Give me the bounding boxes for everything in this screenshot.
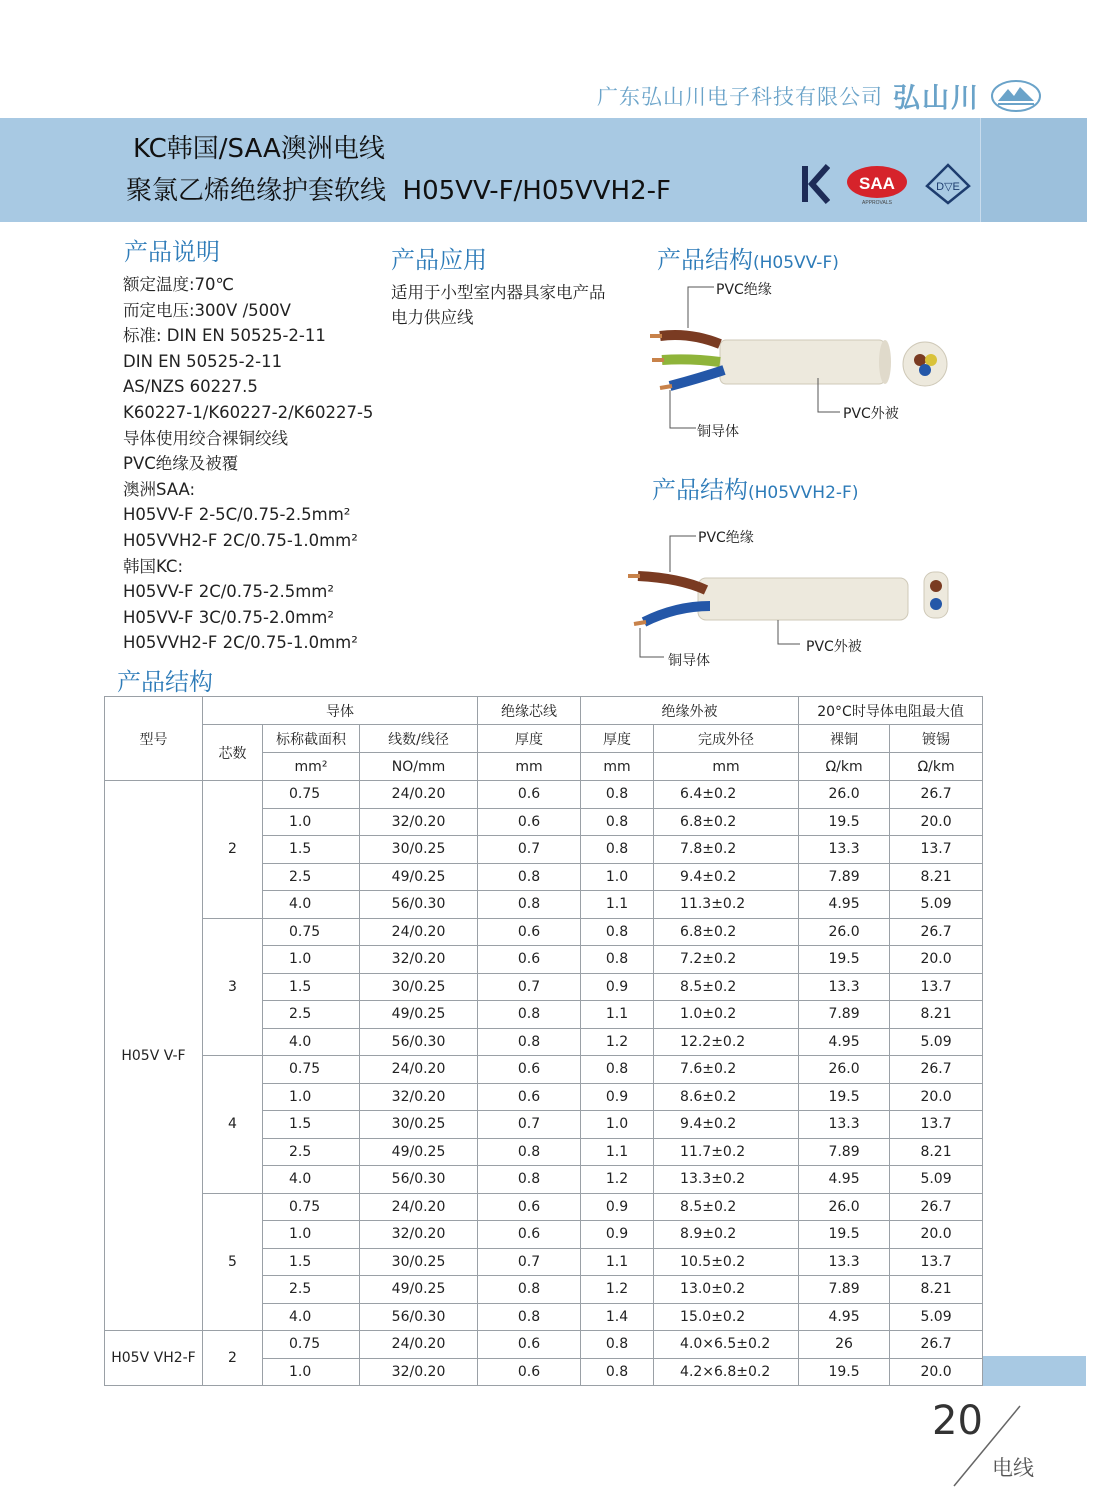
area-cell: 1.5 — [263, 1248, 360, 1276]
tinned-resistance-cell: 8.21 — [890, 1001, 983, 1029]
tinned-resistance-cell: 5.09 — [890, 1028, 983, 1056]
dve-mark-icon — [924, 162, 972, 206]
certification-logos — [800, 162, 972, 206]
desc-line: 而定电压:300V /500V — [123, 300, 291, 320]
core-count-cell: 4 — [203, 1056, 263, 1194]
strand-cell: 49/0.25 — [360, 863, 478, 891]
outer-dia-cell: 6.4±0.2 — [654, 781, 799, 809]
core-count-cell: 3 — [203, 918, 263, 1056]
strand-cell: 56/0.30 — [360, 891, 478, 919]
sheath-thickness-cell: 1.4 — [581, 1303, 654, 1331]
tinned-resistance-cell: 20.0 — [890, 1358, 983, 1386]
core-count-cell: 2 — [203, 1331, 263, 1386]
ins-thickness-cell: 0.7 — [478, 836, 581, 864]
page-tab — [983, 1356, 1086, 1386]
tinned-resistance-cell: 26.7 — [890, 1193, 983, 1221]
unit-area: mm² — [263, 753, 360, 781]
table-row — [105, 1193, 983, 1221]
area-cell: 2.5 — [263, 1001, 360, 1029]
s2-label-conductor: 铜导体 — [668, 653, 710, 669]
strand-cell: 56/0.30 — [360, 1166, 478, 1194]
sheath-thickness-cell: 1.1 — [581, 1001, 654, 1029]
ins-thickness-cell: 0.8 — [478, 863, 581, 891]
tinned-resistance-cell: 5.09 — [890, 1303, 983, 1331]
unit-tinned: Ω/km — [890, 753, 983, 781]
dve-logo-text: D▽E — [936, 181, 960, 193]
outer-dia-cell: 15.0±0.2 — [654, 1303, 799, 1331]
outer-dia-cell: 9.4±0.2 — [654, 863, 799, 891]
bare-resistance-cell: 13.3 — [799, 1111, 890, 1139]
tinned-resistance-cell: 26.7 — [890, 1331, 983, 1359]
structure1-title-text: 产品结构 — [657, 246, 753, 274]
ins-thickness-cell: 0.8 — [478, 1138, 581, 1166]
area-cell: 4.0 — [263, 1166, 360, 1194]
sheath-thickness-cell: 0.8 — [581, 808, 654, 836]
area-cell: 1.0 — [263, 1358, 360, 1386]
strand-cell: 32/0.20 — [360, 1358, 478, 1386]
cable-diagram-round — [640, 278, 960, 443]
brand-name: 弘山川 — [893, 83, 980, 114]
spec-table — [104, 696, 983, 1386]
application-title: 产品应用 — [391, 246, 487, 274]
header-outer-dia: 完成外径 — [654, 725, 799, 753]
bare-resistance-cell: 26.0 — [799, 1193, 890, 1221]
tinned-resistance-cell: 13.7 — [890, 1111, 983, 1139]
sheath-thickness-cell: 0.8 — [581, 946, 654, 974]
header-sheath: 绝缘外被 — [581, 697, 799, 725]
saa-logo-subtext: APPROVALS — [862, 200, 892, 206]
page-number: 20 — [932, 1398, 983, 1444]
s2-label-sheath: PVC外被 — [806, 639, 862, 655]
sheath-thickness-cell: 0.8 — [581, 781, 654, 809]
header-conductor: 导体 — [203, 697, 478, 725]
sheath-thickness-cell: 0.8 — [581, 1331, 654, 1359]
ins-thickness-cell: 0.8 — [478, 1166, 581, 1194]
s2-label-insulation: PVC绝缘 — [698, 530, 754, 546]
outer-dia-cell: 7.8±0.2 — [654, 836, 799, 864]
ins-thickness-cell: 0.8 — [478, 891, 581, 919]
tinned-resistance-cell: 26.7 — [890, 918, 983, 946]
desc-line: 导体使用绞合裸铜绞线 — [123, 428, 288, 448]
tinned-resistance-cell: 8.21 — [890, 1276, 983, 1304]
unit-od: mm — [654, 753, 799, 781]
area-cell: 2.5 — [263, 1276, 360, 1304]
outer-dia-cell: 8.9±0.2 — [654, 1221, 799, 1249]
bare-resistance-cell: 13.3 — [799, 836, 890, 864]
outer-dia-cell: 10.5±0.2 — [654, 1248, 799, 1276]
ins-thickness-cell: 0.6 — [478, 1331, 581, 1359]
ins-thickness-cell: 0.6 — [478, 808, 581, 836]
company-header — [597, 76, 1042, 115]
core-count-cell: 5 — [203, 1193, 263, 1331]
outer-dia-cell: 6.8±0.2 — [654, 808, 799, 836]
sheath-thickness-cell: 1.2 — [581, 1276, 654, 1304]
page-section: 电线 — [992, 1456, 1034, 1480]
unit-bare: Ω/km — [799, 753, 890, 781]
ins-thickness-cell: 0.7 — [478, 1248, 581, 1276]
strand-cell: 49/0.25 — [360, 1138, 478, 1166]
area-cell: 1.5 — [263, 1111, 360, 1139]
unit-sheath: mm — [581, 753, 654, 781]
outer-dia-cell: 11.3±0.2 — [654, 891, 799, 919]
area-cell: 1.0 — [263, 1221, 360, 1249]
bare-resistance-cell: 26.0 — [799, 918, 890, 946]
sheath-thickness-cell: 0.8 — [581, 918, 654, 946]
bare-resistance-cell: 7.89 — [799, 1001, 890, 1029]
desc-line: AS/NZS 60227.5 — [123, 377, 258, 397]
bare-resistance-cell: 4.95 — [799, 1028, 890, 1056]
outer-dia-cell: 7.6±0.2 — [654, 1056, 799, 1084]
sheath-thickness-cell: 0.9 — [581, 973, 654, 1001]
area-cell: 4.0 — [263, 1303, 360, 1331]
s1-label-insulation: PVC绝缘 — [716, 282, 772, 298]
desc-line: 韩国KC: — [123, 556, 183, 576]
outer-dia-cell: 8.5±0.2 — [654, 973, 799, 1001]
bare-resistance-cell: 19.5 — [799, 1221, 890, 1249]
strand-cell: 32/0.20 — [360, 1221, 478, 1249]
sheath-thickness-cell: 0.9 — [581, 1193, 654, 1221]
bare-resistance-cell: 7.89 — [799, 1276, 890, 1304]
strand-cell: 24/0.20 — [360, 1193, 478, 1221]
outer-dia-cell: 4.0×6.5±0.2 — [654, 1331, 799, 1359]
header-sheath-thickness: 厚度 — [581, 725, 654, 753]
bare-resistance-cell: 19.5 — [799, 946, 890, 974]
bare-resistance-cell: 26 — [799, 1331, 890, 1359]
tinned-resistance-cell: 20.0 — [890, 946, 983, 974]
description-list — [123, 272, 373, 656]
header-strand: 线数/线径 — [360, 725, 478, 753]
tinned-resistance-cell: 13.7 — [890, 836, 983, 864]
kc-mark-icon — [800, 162, 830, 206]
saa-logo-text: SAA — [859, 174, 895, 193]
strand-cell: 32/0.20 — [360, 946, 478, 974]
tinned-resistance-cell: 5.09 — [890, 891, 983, 919]
header-core-count: 芯数 — [203, 725, 263, 781]
cable-diagram-flat — [620, 520, 960, 670]
desc-line: H05VV-F 2-5C/0.75-2.5mm² — [123, 505, 351, 525]
outer-dia-cell: 4.2×6.8±0.2 — [654, 1358, 799, 1386]
outer-dia-cell: 12.2±0.2 — [654, 1028, 799, 1056]
sheath-thickness-cell: 1.2 — [581, 1166, 654, 1194]
bare-resistance-cell: 13.3 — [799, 973, 890, 1001]
desc-line: 标准: DIN EN 50525-2-11 — [123, 326, 326, 346]
ins-thickness-cell: 0.8 — [478, 1028, 581, 1056]
area-cell: 0.75 — [263, 1193, 360, 1221]
area-cell: 0.75 — [263, 918, 360, 946]
ins-thickness-cell: 0.7 — [478, 1111, 581, 1139]
area-cell: 0.75 — [263, 1056, 360, 1084]
bare-resistance-cell: 19.5 — [799, 1358, 890, 1386]
desc-line: H05VVH2-F 2C/0.75-1.0mm² — [123, 530, 358, 550]
table-row — [105, 1331, 983, 1359]
area-cell: 1.0 — [263, 1083, 360, 1111]
ins-thickness-cell: 0.6 — [478, 1358, 581, 1386]
table-title: 产品结构 — [117, 668, 213, 696]
strand-cell: 24/0.20 — [360, 1331, 478, 1359]
header-ins-thickness: 厚度 — [478, 725, 581, 753]
area-cell: 0.75 — [263, 781, 360, 809]
structure1-title — [657, 240, 839, 275]
tinned-resistance-cell: 13.7 — [890, 1248, 983, 1276]
bare-resistance-cell: 19.5 — [799, 808, 890, 836]
strand-cell: 49/0.25 — [360, 1276, 478, 1304]
banner-stripe — [980, 118, 1087, 222]
ins-thickness-cell: 0.7 — [478, 973, 581, 1001]
strand-cell: 32/0.20 — [360, 1083, 478, 1111]
bare-resistance-cell: 26.0 — [799, 1056, 890, 1084]
model-cell: H05V VH2-F — [105, 1331, 203, 1386]
bare-resistance-cell: 4.95 — [799, 891, 890, 919]
table-row — [105, 1056, 983, 1084]
strand-cell: 49/0.25 — [360, 1001, 478, 1029]
sheath-thickness-cell: 0.8 — [581, 836, 654, 864]
header-nominal-area: 标称截面积 — [263, 725, 360, 753]
tinned-resistance-cell: 5.09 — [890, 1166, 983, 1194]
structure1-model: (H05VV-F) — [753, 253, 839, 273]
ins-thickness-cell: 0.6 — [478, 1056, 581, 1084]
structure2-title — [652, 470, 858, 505]
tinned-resistance-cell: 20.0 — [890, 808, 983, 836]
bare-resistance-cell: 4.95 — [799, 1166, 890, 1194]
tinned-resistance-cell: 8.21 — [890, 1138, 983, 1166]
page-title-line1: KC韩国/SAA澳洲电线 — [133, 134, 385, 164]
header-insulation: 绝缘芯线 — [478, 697, 581, 725]
bare-resistance-cell: 4.95 — [799, 1303, 890, 1331]
area-cell: 1.0 — [263, 808, 360, 836]
outer-dia-cell: 9.4±0.2 — [654, 1111, 799, 1139]
ins-thickness-cell: 0.8 — [478, 1303, 581, 1331]
desc-line: DIN EN 50525-2-11 — [123, 351, 283, 371]
description-title: 产品说明 — [124, 238, 220, 266]
strand-cell: 24/0.20 — [360, 781, 478, 809]
area-cell: 2.5 — [263, 1138, 360, 1166]
bare-resistance-cell: 7.89 — [799, 863, 890, 891]
ins-thickness-cell: 0.6 — [478, 781, 581, 809]
header-model: 型号 — [105, 697, 203, 781]
strand-cell: 30/0.25 — [360, 836, 478, 864]
tinned-resistance-cell: 8.21 — [890, 863, 983, 891]
desc-line: H05VVH2-F 2C/0.75-1.0mm² — [123, 633, 358, 653]
ins-thickness-cell: 0.8 — [478, 1276, 581, 1304]
sheath-thickness-cell: 1.1 — [581, 891, 654, 919]
outer-dia-cell: 6.8±0.2 — [654, 918, 799, 946]
strand-cell: 24/0.20 — [360, 1056, 478, 1084]
desc-line: PVC绝缘及被覆 — [123, 454, 239, 474]
unit-ins: mm — [478, 753, 581, 781]
tinned-resistance-cell: 20.0 — [890, 1221, 983, 1249]
company-name: 广东弘山川电子科技有限公司 — [597, 84, 883, 109]
table-row — [105, 918, 983, 946]
outer-dia-cell: 11.7±0.2 — [654, 1138, 799, 1166]
table-body — [105, 781, 983, 1386]
ins-thickness-cell: 0.6 — [478, 918, 581, 946]
structure2-model: (H05VVH2-F) — [748, 483, 859, 503]
ins-thickness-cell: 0.6 — [478, 1221, 581, 1249]
sheath-thickness-cell: 0.9 — [581, 1221, 654, 1249]
area-cell: 4.0 — [263, 891, 360, 919]
strand-cell: 56/0.30 — [360, 1303, 478, 1331]
bare-resistance-cell: 13.3 — [799, 1248, 890, 1276]
strand-cell: 30/0.25 — [360, 1111, 478, 1139]
table-row — [105, 781, 983, 809]
tinned-resistance-cell: 26.7 — [890, 1056, 983, 1084]
s1-label-sheath: PVC外被 — [843, 406, 899, 422]
outer-dia-cell: 13.3±0.2 — [654, 1166, 799, 1194]
outer-dia-cell: 13.0±0.2 — [654, 1276, 799, 1304]
strand-cell: 56/0.30 — [360, 1028, 478, 1056]
area-cell: 1.5 — [263, 973, 360, 1001]
unit-strand: NO/mm — [360, 753, 478, 781]
sheath-thickness-cell: 1.1 — [581, 1248, 654, 1276]
sheath-thickness-cell: 0.9 — [581, 1083, 654, 1111]
outer-dia-cell: 8.5±0.2 — [654, 1193, 799, 1221]
desc-line: K60227-1/K60227-2/K60227-5 — [123, 402, 374, 422]
sheath-thickness-cell: 1.0 — [581, 1111, 654, 1139]
page-title-line2: 聚氯乙烯绝缘护套软线 H05VV-F/H05VVH2-F — [126, 176, 671, 206]
area-cell: 1.5 — [263, 836, 360, 864]
ins-thickness-cell: 0.8 — [478, 1001, 581, 1029]
header-bare: 裸铜 — [799, 725, 890, 753]
desc-line: 额定温度:70℃ — [123, 275, 235, 294]
strand-cell: 24/0.20 — [360, 918, 478, 946]
sheath-thickness-cell: 0.8 — [581, 1056, 654, 1084]
desc-line: H05VV-F 3C/0.75-2.0mm² — [123, 607, 334, 627]
bare-resistance-cell: 19.5 — [799, 1083, 890, 1111]
mountain-logo-icon — [990, 79, 1042, 113]
ins-thickness-cell: 0.6 — [478, 946, 581, 974]
desc-line: 澳洲SAA: — [123, 479, 196, 499]
area-cell: 0.75 — [263, 1331, 360, 1359]
ins-thickness-cell: 0.6 — [478, 1193, 581, 1221]
bare-resistance-cell: 26.0 — [799, 781, 890, 809]
strand-cell: 32/0.20 — [360, 808, 478, 836]
sheath-thickness-cell: 1.2 — [581, 1028, 654, 1056]
application-text: 适用于小型室内器具家电产品电力供应线 — [391, 283, 606, 327]
outer-dia-cell: 7.2±0.2 — [654, 946, 799, 974]
core-count-cell: 2 — [203, 781, 263, 919]
sheath-thickness-cell: 0.8 — [581, 1358, 654, 1386]
strand-cell: 30/0.25 — [360, 1248, 478, 1276]
outer-dia-cell: 1.0±0.2 — [654, 1001, 799, 1029]
outer-dia-cell: 8.6±0.2 — [654, 1083, 799, 1111]
tinned-resistance-cell: 13.7 — [890, 973, 983, 1001]
desc-line: H05VV-F 2C/0.75-2.5mm² — [123, 582, 334, 602]
sheath-thickness-cell: 1.0 — [581, 863, 654, 891]
area-cell: 4.0 — [263, 1028, 360, 1056]
area-cell: 1.0 — [263, 946, 360, 974]
bare-resistance-cell: 7.89 — [799, 1138, 890, 1166]
ins-thickness-cell: 0.6 — [478, 1083, 581, 1111]
header-resistance: 20°C时导体电阻最大值 — [799, 697, 983, 725]
model-cell: H05V V-F — [105, 781, 203, 1331]
strand-cell: 30/0.25 — [360, 973, 478, 1001]
area-cell: 2.5 — [263, 863, 360, 891]
sheath-thickness-cell: 1.1 — [581, 1138, 654, 1166]
structure2-title-text: 产品结构 — [652, 476, 748, 504]
tinned-resistance-cell: 20.0 — [890, 1083, 983, 1111]
saa-mark-icon — [844, 162, 910, 206]
s1-label-conductor: 铜导体 — [697, 424, 739, 440]
header-tinned: 镀锡 — [890, 725, 983, 753]
tinned-resistance-cell: 26.7 — [890, 781, 983, 809]
